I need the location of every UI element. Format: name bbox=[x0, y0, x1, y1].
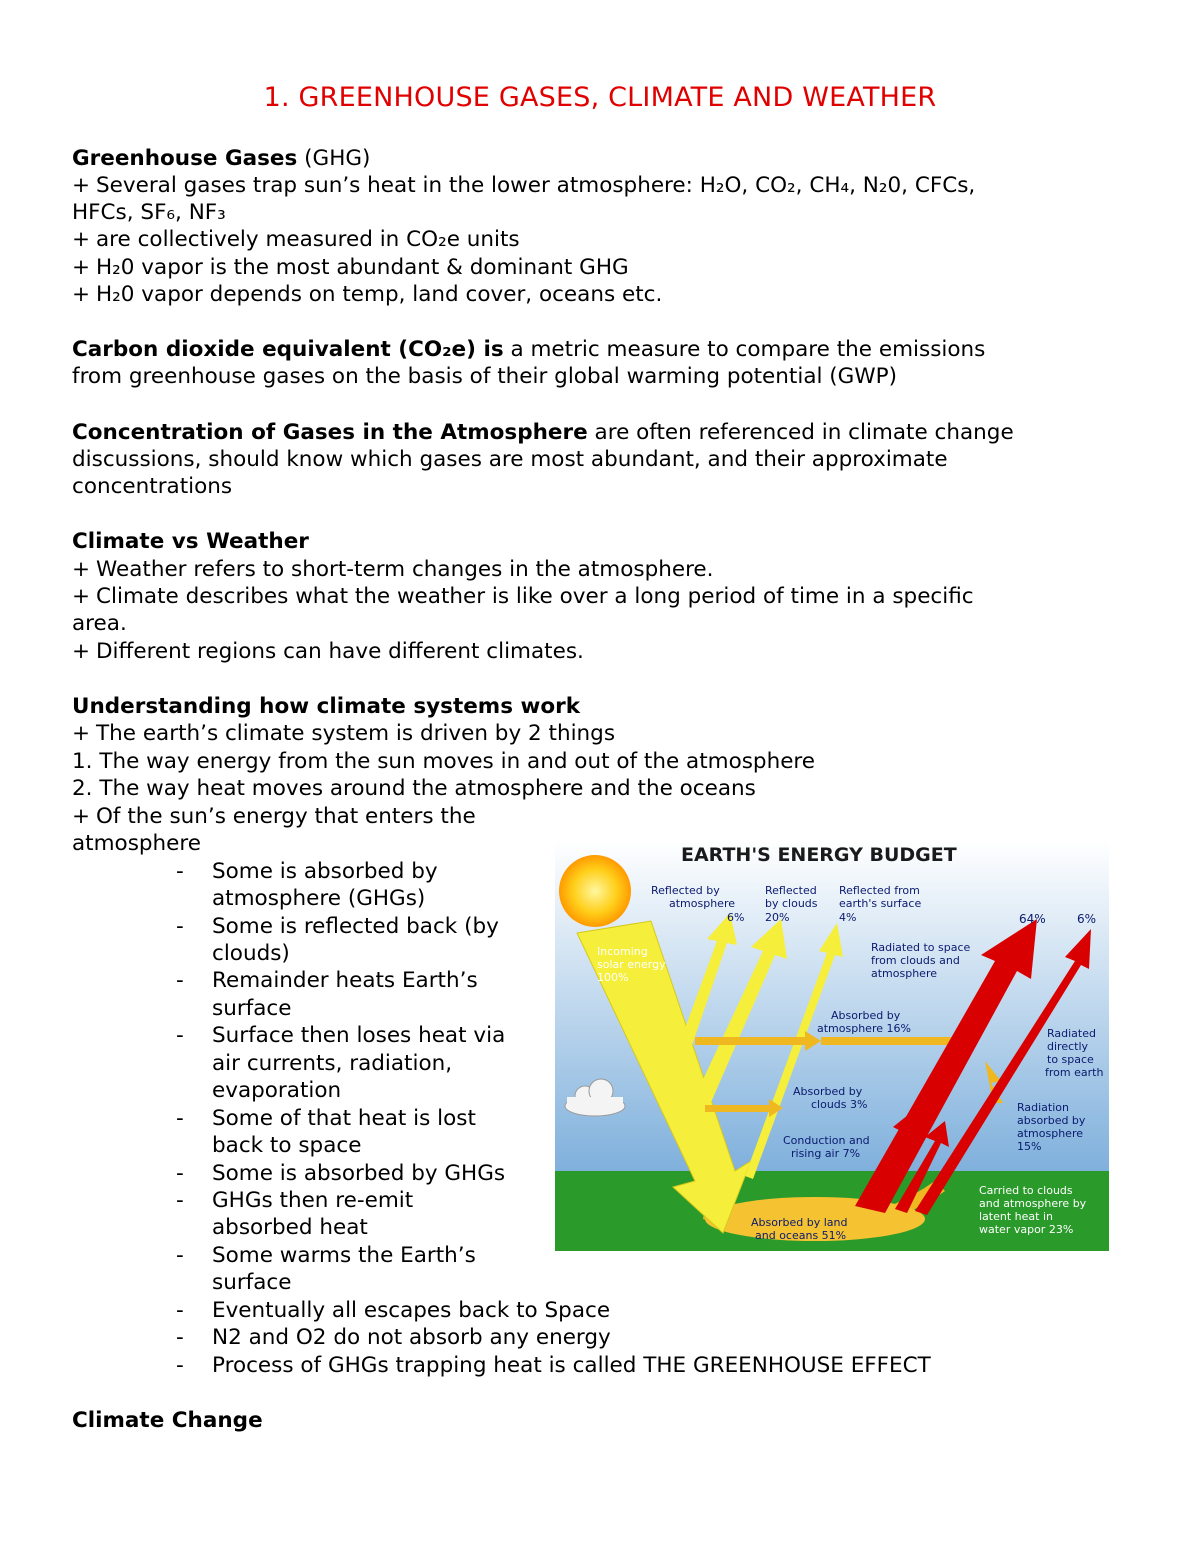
list-item: Some of that heat is lost bbox=[212, 1106, 476, 1131]
label-reflected-atm-2: atmosphere bbox=[669, 897, 735, 910]
list-item: Some is reflected back (by bbox=[212, 914, 499, 939]
list-item-cont: back to space bbox=[212, 1133, 362, 1158]
list-item: Remainder heats Earth’s bbox=[212, 968, 478, 993]
label-latent-3: latent heat in bbox=[979, 1210, 1053, 1223]
absorbed-atmosphere-arrow-right bbox=[821, 1037, 961, 1045]
systems-line-2-text: Of the sun’s energy that enters the bbox=[96, 804, 476, 829]
list-dash: - bbox=[176, 1298, 184, 1323]
label-absorbed-atm-2: atmosphere 16% bbox=[817, 1022, 911, 1035]
label-reflected-clouds-1: Reflected bbox=[765, 884, 817, 897]
ghg-heading: Greenhouse Gases bbox=[72, 146, 298, 171]
absorbed-clouds-arrow bbox=[705, 1105, 775, 1112]
cw-line-2-text: Climate describes what the weather is like over a long period of time in a specific bbox=[96, 584, 974, 609]
label-absorbed-clouds-1: Absorbed by bbox=[793, 1085, 863, 1098]
cw-line-1 bbox=[72, 556, 714, 583]
ghg-line-4 bbox=[72, 281, 662, 308]
list-item: Some is absorbed by bbox=[212, 859, 438, 884]
concentration-heading: Concentration of Gases in the Atmosphere bbox=[72, 420, 588, 445]
plus-icon: + bbox=[72, 639, 91, 664]
label-64pct: 64% bbox=[1019, 912, 1046, 926]
list-dash: - bbox=[176, 1106, 184, 1131]
label-radiated-3: atmosphere bbox=[871, 967, 937, 980]
list-item-cont: surface bbox=[212, 996, 292, 1021]
ghg-line-1b: HFCs, SF₆, NF₃ bbox=[72, 200, 226, 225]
plus-icon: + bbox=[72, 173, 91, 198]
concentration-line-2: discussions, should know which gases are most abundant, and their approximate bbox=[72, 447, 948, 472]
plus-icon: + bbox=[72, 557, 91, 582]
co2e-text-1: a metric measure to compare the emissions bbox=[503, 337, 986, 362]
label-reflected-atm-pct: 6% bbox=[727, 911, 745, 924]
plus-icon: + bbox=[72, 227, 91, 252]
list-item-cont: clouds) bbox=[212, 941, 290, 966]
label-absorbed-clouds-2: clouds 3% bbox=[811, 1098, 868, 1111]
climate-weather-heading: Climate vs Weather bbox=[72, 529, 309, 554]
label-direct-4: from earth bbox=[1045, 1066, 1104, 1079]
co2e-heading: Carbon dioxide equivalent (CO₂e) is bbox=[72, 337, 504, 362]
list-item-cont: absorbed heat bbox=[212, 1215, 368, 1240]
label-incoming-3: 100% bbox=[597, 971, 629, 984]
label-reflected-atm-1: Reflected by bbox=[651, 884, 720, 897]
systems-line-2b: atmosphere bbox=[72, 831, 201, 856]
list-dash: - bbox=[176, 1188, 184, 1213]
cw-line-3-text: Different regions can have different climates. bbox=[96, 639, 584, 664]
label-incoming-2: solar energy bbox=[597, 958, 666, 971]
list-item: Some warms the Earth’s bbox=[212, 1243, 476, 1268]
cw-line-1-text: Weather refers to short-term changes in the atmosphere. bbox=[96, 557, 714, 582]
label-conduction-1: Conduction and bbox=[783, 1134, 870, 1147]
energy-budget-diagram bbox=[555, 841, 1109, 1251]
systems-heading: Understanding how climate systems work bbox=[72, 694, 581, 719]
list-item-cont: surface bbox=[212, 1270, 292, 1295]
label-reflected-surface-2: earth's surface bbox=[839, 897, 922, 910]
ghg-line-2-text: are collectively measured in CO₂e units bbox=[96, 227, 520, 252]
absorbed-atmosphere-arrow-left bbox=[695, 1037, 815, 1045]
label-reflected-surface-1: Reflected from bbox=[839, 884, 920, 897]
list-dash: - bbox=[176, 968, 184, 993]
ghg-line-3 bbox=[72, 254, 629, 281]
list-item: Process of GHGs trapping heat is called THE GREENHOUSE EFFECT bbox=[212, 1353, 931, 1378]
concentration-line-3: concentrations bbox=[72, 474, 233, 499]
ghg-line-4-text: H₂0 vapor depends on temp, land cover, oceans etc. bbox=[96, 282, 663, 307]
label-radiated-2: from clouds and bbox=[871, 954, 960, 967]
list-item-cont: atmosphere (GHGs) bbox=[212, 886, 426, 911]
ghg-heading-suffix: (GHG) bbox=[297, 146, 371, 171]
systems-line-2 bbox=[72, 803, 476, 830]
list-dash: - bbox=[176, 1161, 184, 1186]
list-dash: - bbox=[176, 914, 184, 939]
label-direct-1: Radiated bbox=[1047, 1027, 1096, 1040]
plus-icon: + bbox=[72, 282, 91, 307]
list-item: Eventually all escapes back to Space bbox=[212, 1298, 611, 1323]
concentration-text-1: are often referenced in climate change bbox=[587, 420, 1014, 445]
label-conduction-2: rising air 7% bbox=[791, 1147, 861, 1160]
systems-line-1-text: The earth’s climate system is driven by 2 things bbox=[96, 721, 616, 746]
label-rad-abs-1: Radiation bbox=[1017, 1101, 1069, 1114]
label-6pct: 6% bbox=[1077, 912, 1097, 926]
list-item-cont: air currents, radiation, bbox=[212, 1051, 453, 1076]
page-title: 1. GREENHOUSE GASES, CLIMATE AND WEATHER bbox=[263, 82, 937, 113]
systems-line-1 bbox=[72, 720, 615, 747]
list-item: Surface then loses heat via bbox=[212, 1023, 506, 1048]
cw-line-3 bbox=[72, 638, 584, 665]
list-item-cont: evaporation bbox=[212, 1078, 342, 1103]
co2e-line-1 bbox=[72, 336, 985, 363]
list-item: N2 and O2 do not absorb any energy bbox=[212, 1325, 611, 1350]
list-dash: - bbox=[176, 1023, 184, 1048]
label-latent-4: water vapor 23% bbox=[979, 1223, 1074, 1236]
diagram-title: EARTH'S ENERGY BUDGET bbox=[681, 844, 957, 866]
ghg-line-1 bbox=[72, 172, 975, 199]
ghg-line-1-text: Several gases trap sun’s heat in the lower atmosphere: H₂O, CO₂, CH₄, N₂0, CFCs, bbox=[96, 173, 976, 198]
label-rad-abs-3: atmosphere bbox=[1017, 1127, 1083, 1140]
plus-icon: + bbox=[72, 255, 91, 280]
label-absorbed-atm-1: Absorbed by bbox=[831, 1009, 901, 1022]
label-land-2: and oceans 51% bbox=[755, 1229, 847, 1242]
label-direct-3: to space bbox=[1047, 1053, 1094, 1066]
label-latent-2: and atmosphere by bbox=[979, 1197, 1087, 1210]
list-dash: - bbox=[176, 1353, 184, 1378]
plus-icon: + bbox=[72, 804, 91, 829]
label-rad-abs-4: 15% bbox=[1017, 1140, 1042, 1153]
systems-num-1: 1. The way energy from the sun moves in and out of the atmosphere bbox=[72, 749, 816, 774]
plus-icon: + bbox=[72, 721, 91, 746]
list-dash: - bbox=[176, 1325, 184, 1350]
ghg-line-3-text: H₂0 vapor is the most abundant & dominant GHG bbox=[96, 255, 629, 280]
label-reflected-clouds-pct: 20% bbox=[765, 911, 790, 924]
systems-num-2: 2. The way heat moves around the atmosphere and the oceans bbox=[72, 776, 756, 801]
plus-icon: + bbox=[72, 584, 91, 609]
label-latent-1: Carried to clouds bbox=[979, 1184, 1073, 1197]
ghg-line-2 bbox=[72, 226, 520, 253]
label-direct-2: directly bbox=[1047, 1040, 1089, 1053]
sun-icon bbox=[559, 855, 631, 927]
cw-line-2 bbox=[72, 583, 974, 610]
label-land-1: Absorbed by land bbox=[751, 1216, 848, 1229]
label-rad-abs-2: absorbed by bbox=[1017, 1114, 1086, 1127]
list-dash: - bbox=[176, 859, 184, 884]
label-radiated-1: Radiated to space bbox=[871, 941, 971, 954]
list-item: GHGs then re-emit bbox=[212, 1188, 414, 1213]
list-item: Some is absorbed by GHGs bbox=[212, 1161, 506, 1186]
climate-change-heading: Climate Change bbox=[72, 1408, 263, 1433]
ghg-heading-line bbox=[72, 145, 370, 172]
concentration-line-1 bbox=[72, 419, 1014, 446]
co2e-line-2: from greenhouse gases on the basis of their global warming potential (GWP) bbox=[72, 364, 897, 389]
label-incoming-1: Incoming bbox=[597, 945, 648, 958]
label-reflected-surface-pct: 4% bbox=[839, 911, 857, 924]
cw-line-2b: area. bbox=[72, 611, 127, 636]
label-reflected-clouds-2: by clouds bbox=[765, 897, 818, 910]
list-dash: - bbox=[176, 1243, 184, 1268]
